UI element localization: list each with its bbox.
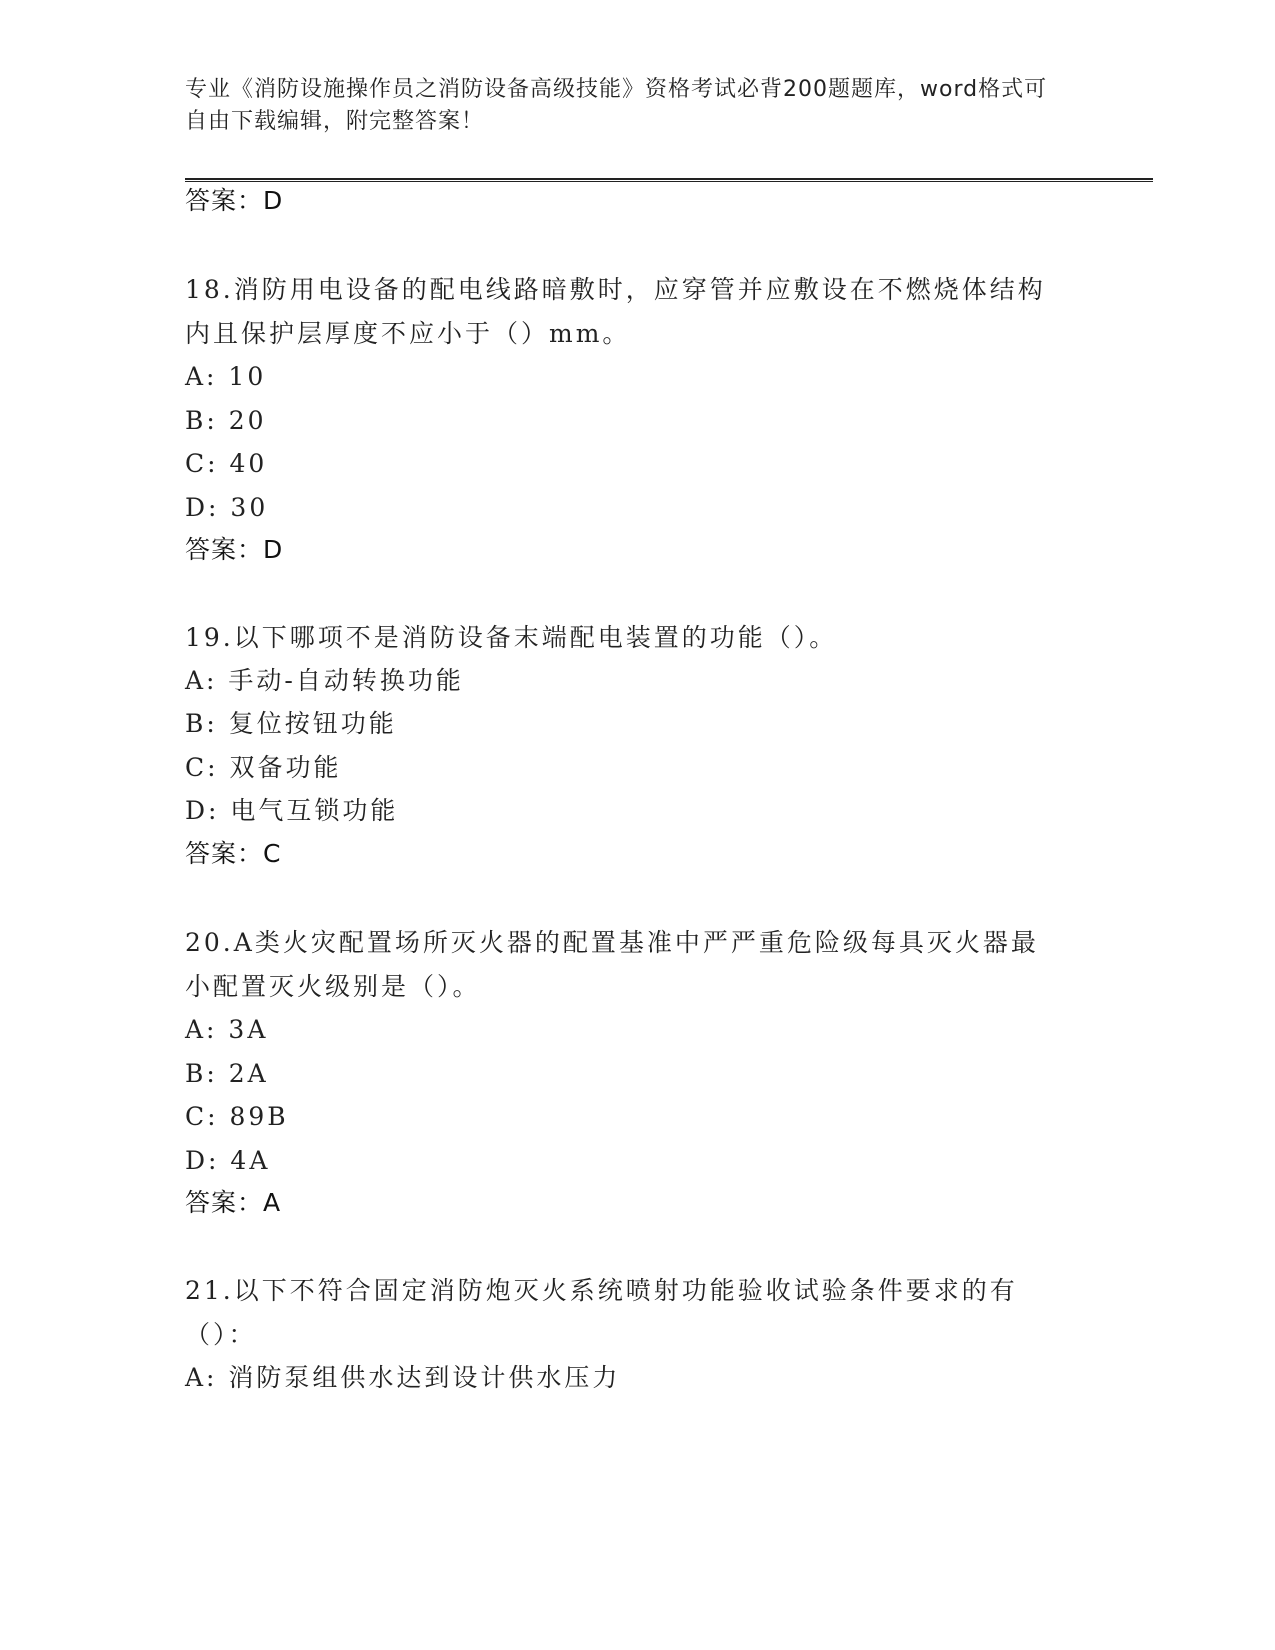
question-text: 18.消防用电设备的配电线路暗敷时，应穿管并应敷设在不燃烧体结构内且保护层厚度不应小于（）mm。 <box>185 275 1046 348</box>
answer-line: 答案：D <box>185 186 284 215</box>
option-a: A: 3A <box>185 1015 269 1044</box>
option-d: D: 4A <box>185 1146 271 1175</box>
header-divider <box>185 178 1153 182</box>
option-c: C: 89B <box>185 1102 289 1131</box>
answer-line: 答案：C <box>185 839 282 868</box>
option-d: D: 电气互锁功能 <box>185 796 399 825</box>
option-a: A: 消防泵组供水达到设计供水压力 <box>185 1363 621 1392</box>
document-header: 专业《消防设施操作员之消防设备高级技能》资格考试必背200题题库，word格式可自由下载编辑，附完整答案！ <box>185 77 1048 134</box>
option-b: B: 2A <box>185 1059 269 1088</box>
option-a: A: 10 <box>185 362 267 391</box>
answer-line: 答案：A <box>185 1188 282 1217</box>
option-d: D: 30 <box>185 493 269 522</box>
question-text: 20.A类火灾配置场所灭火器的配置基准中严严重危险级每具灭火器最小配置灭火级别是（）。 <box>185 928 1039 1001</box>
option-b: B: 20 <box>185 406 267 435</box>
question-text: 21.以下不符合固定消防炮灭火系统喷射功能验收试验条件要求的有（）： <box>185 1276 1018 1349</box>
option-c: C: 双备功能 <box>185 753 342 782</box>
option-b: B: 复位按钮功能 <box>185 709 397 738</box>
option-c: C: 40 <box>185 449 268 478</box>
option-a: A: 手动-自动转换功能 <box>185 666 464 695</box>
question-text: 19.以下哪项不是消防设备末端配电装置的功能（）。 <box>185 623 838 652</box>
answer-line: 答案：D <box>185 535 284 564</box>
